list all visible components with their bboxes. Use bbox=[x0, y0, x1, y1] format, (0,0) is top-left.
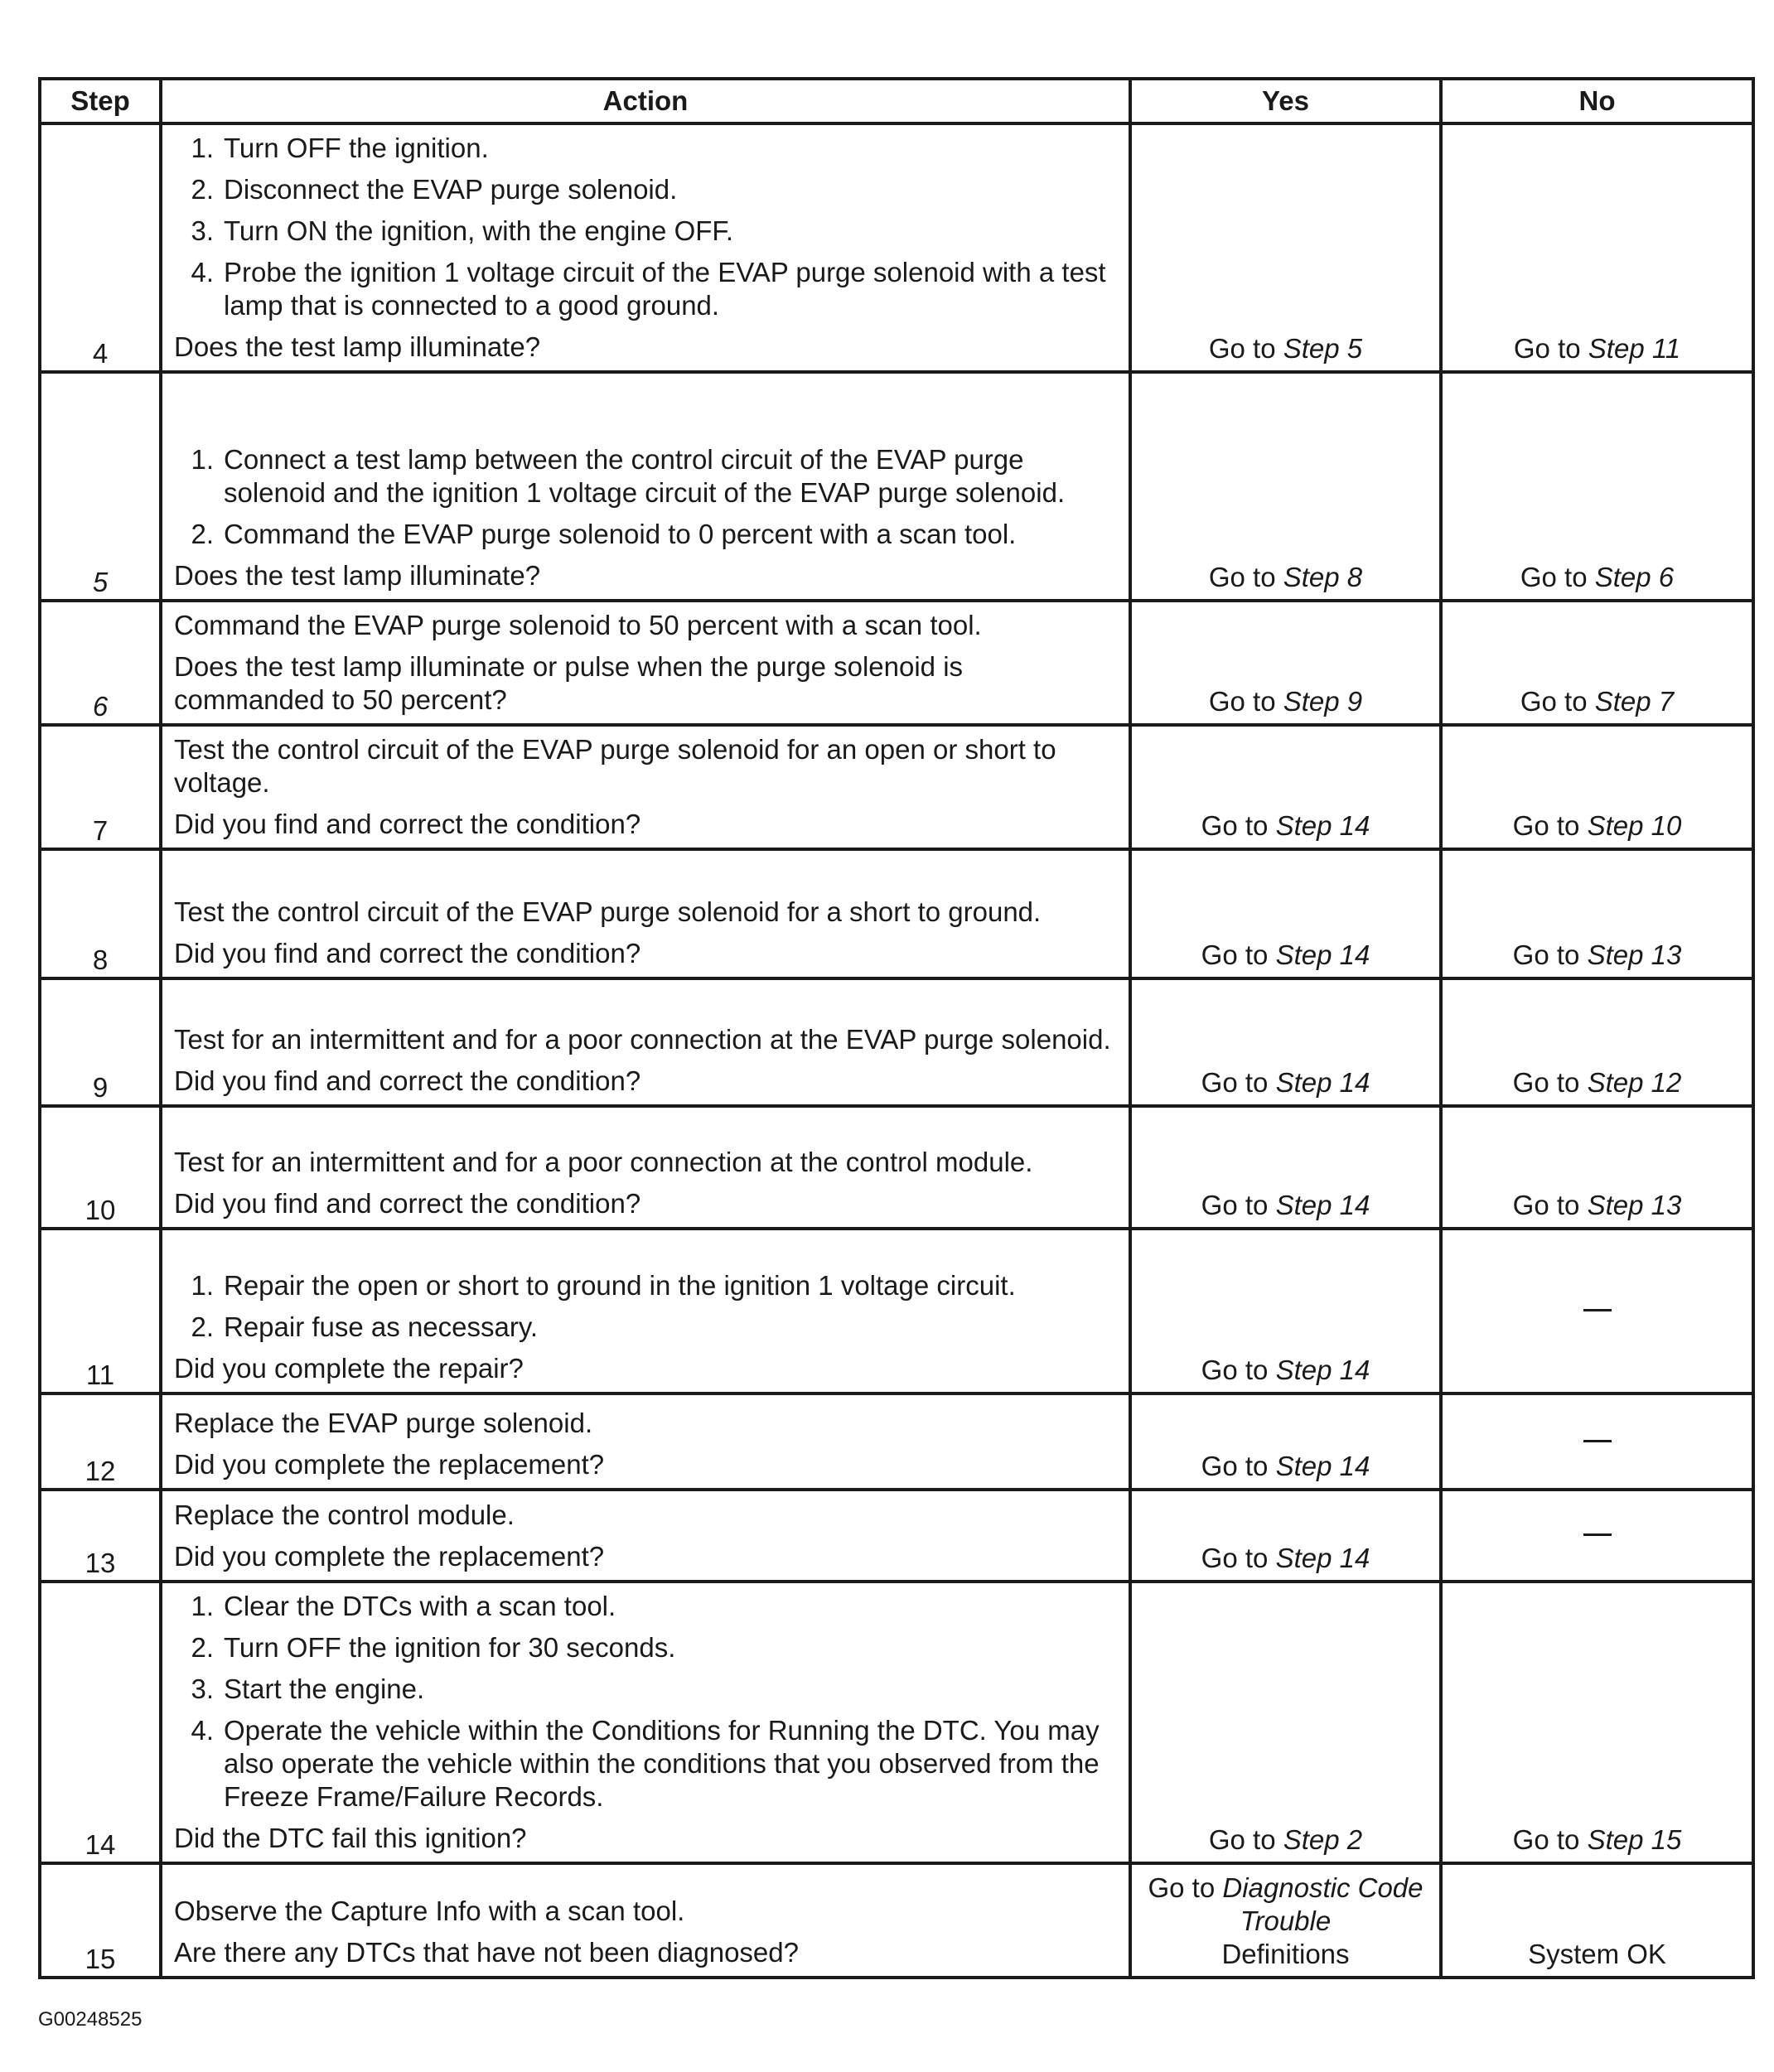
no-prefix: Go to bbox=[1512, 1824, 1580, 1855]
diagnostic-table bbox=[38, 77, 1755, 1979]
yes-target-link[interactable]: Step 14 bbox=[1275, 1543, 1370, 1573]
no-prefix: Go to bbox=[1512, 1067, 1580, 1098]
step-number: 12 bbox=[40, 1393, 161, 1490]
no-target-link[interactable]: Step 15 bbox=[1587, 1824, 1682, 1855]
yes-target-link[interactable]: Step 14 bbox=[1275, 1355, 1370, 1385]
no-cell bbox=[1441, 1229, 1753, 1393]
no-result-text: System OK bbox=[1528, 1939, 1666, 1969]
yes-cell bbox=[1130, 1863, 1441, 1978]
header-yes: Yes bbox=[1130, 79, 1441, 123]
action-list-item bbox=[174, 1311, 1117, 1344]
yes-suffix: Definitions bbox=[1221, 1939, 1350, 1969]
yes-cell bbox=[1130, 849, 1441, 978]
action-cell bbox=[161, 1490, 1130, 1582]
yes-prefix: Go to bbox=[1201, 1067, 1269, 1098]
action-cell bbox=[161, 1106, 1130, 1229]
yes-cell bbox=[1130, 1490, 1441, 1582]
list-item-text: Turn OFF the ignition. bbox=[224, 133, 489, 163]
action-cell bbox=[161, 849, 1130, 978]
no-prefix: Go to bbox=[1512, 939, 1580, 970]
no-target-link[interactable]: Step 12 bbox=[1587, 1067, 1682, 1098]
table-header-row bbox=[40, 79, 1753, 123]
step-number: 15 bbox=[40, 1863, 161, 1978]
yes-target-link[interactable]: Step 14 bbox=[1275, 810, 1370, 841]
table-row bbox=[40, 601, 1753, 725]
no-cell bbox=[1441, 1582, 1753, 1863]
table-row bbox=[40, 1229, 1753, 1393]
not-applicable-dash bbox=[1583, 1533, 1612, 1536]
list-item-number: 1. bbox=[191, 444, 214, 475]
not-applicable-dash bbox=[1583, 1309, 1612, 1311]
no-target-link[interactable]: Step 11 bbox=[1588, 333, 1681, 364]
step-number: 11 bbox=[40, 1229, 161, 1393]
action-list-item bbox=[174, 215, 1117, 248]
list-item-number: 2. bbox=[191, 1311, 214, 1342]
action-question: Does the test lamp illuminate? bbox=[174, 560, 541, 591]
no-cell bbox=[1441, 123, 1753, 372]
action-text: Command the EVAP purge solenoid to 50 percent with a scan tool. bbox=[174, 610, 982, 640]
list-item-number: 2. bbox=[191, 1632, 214, 1663]
no-prefix: Go to bbox=[1512, 1190, 1580, 1220]
table-row bbox=[40, 1393, 1753, 1490]
no-cell bbox=[1441, 849, 1753, 978]
yes-prefix: Go to bbox=[1208, 333, 1276, 364]
yes-target-link[interactable]: Step 14 bbox=[1275, 1067, 1370, 1098]
header-no: No bbox=[1441, 79, 1753, 123]
list-item-number: 1. bbox=[191, 1591, 214, 1621]
action-question: Did you complete the replacement? bbox=[174, 1449, 605, 1480]
list-item-text: Repair the open or short to ground in the ignition 1 voltage circuit. bbox=[224, 1270, 1016, 1301]
no-cell bbox=[1441, 725, 1753, 849]
action-list-item bbox=[174, 173, 1117, 206]
header-action: Action bbox=[161, 79, 1130, 123]
list-item-text: Probe the ignition 1 voltage circuit of the EVAP purge solenoid with a test lamp that is connected to a good ground. bbox=[224, 257, 1106, 321]
action-cell bbox=[161, 1393, 1130, 1490]
yes-prefix: Go to bbox=[1208, 562, 1276, 592]
action-question: Are there any DTCs that have not been diagnosed? bbox=[174, 1937, 799, 1968]
yes-target-link[interactable]: Step 9 bbox=[1283, 686, 1363, 717]
yes-cell bbox=[1130, 372, 1441, 601]
no-cell bbox=[1441, 1490, 1753, 1582]
list-item-text: Turn OFF the ignition for 30 seconds. bbox=[224, 1632, 676, 1663]
table-row bbox=[40, 1106, 1753, 1229]
action-question: Did you find and correct the condition? bbox=[174, 809, 641, 839]
list-item-number: 4. bbox=[191, 1715, 214, 1746]
action-text: Replace the EVAP purge solenoid. bbox=[174, 1408, 593, 1438]
yes-cell bbox=[1130, 123, 1441, 372]
action-question: Did you complete the replacement? bbox=[174, 1541, 605, 1572]
action-list-item bbox=[174, 132, 1117, 165]
no-prefix: Go to bbox=[1520, 686, 1588, 717]
not-applicable-dash bbox=[1583, 1440, 1612, 1442]
action-text: Test the control circuit of the EVAP purge solenoid for a short to ground. bbox=[174, 896, 1042, 927]
list-item-number: 3. bbox=[191, 215, 214, 246]
list-item-text: Command the EVAP purge solenoid to 0 percent with a scan tool. bbox=[224, 519, 1017, 549]
step-number: 10 bbox=[40, 1106, 161, 1229]
yes-target-link[interactable]: Step 2 bbox=[1283, 1824, 1363, 1855]
action-question: Does the test lamp illuminate or pulse when the purge solenoid is commanded to 50 percent? bbox=[174, 651, 964, 715]
yes-prefix: Go to bbox=[1201, 1543, 1269, 1573]
action-cell bbox=[161, 978, 1130, 1106]
step-number: 6 bbox=[40, 601, 161, 725]
table-row bbox=[40, 372, 1753, 601]
table-row bbox=[40, 1863, 1753, 1978]
table-row bbox=[40, 849, 1753, 978]
yes-prefix: Go to bbox=[1208, 686, 1276, 717]
table-row bbox=[40, 123, 1753, 372]
no-cell bbox=[1441, 978, 1753, 1106]
action-list-item bbox=[174, 1269, 1117, 1302]
header-step: Step bbox=[40, 79, 161, 123]
action-text: Test the control circuit of the EVAP purge solenoid for an open or short to voltage. bbox=[174, 734, 1056, 798]
figure-id: G00248525 bbox=[38, 2008, 143, 2031]
no-cell bbox=[1441, 1393, 1753, 1490]
no-cell bbox=[1441, 372, 1753, 601]
step-number: 14 bbox=[40, 1582, 161, 1863]
action-list-item bbox=[174, 256, 1117, 322]
action-list-item bbox=[174, 1631, 1117, 1664]
no-cell bbox=[1441, 1863, 1753, 1978]
yes-target-link[interactable]: Diagnostic Code Trouble bbox=[1222, 1872, 1424, 1936]
yes-prefix: Go to bbox=[1208, 1824, 1276, 1855]
action-question: Did you complete the repair? bbox=[174, 1353, 524, 1384]
yes-prefix: Go to bbox=[1201, 810, 1269, 841]
diagnostic-document bbox=[38, 77, 1752, 1979]
table-row bbox=[40, 1582, 1753, 1863]
no-target-link[interactable]: Step 6 bbox=[1594, 562, 1675, 592]
table-row bbox=[40, 725, 1753, 849]
step-number: 7 bbox=[40, 725, 161, 849]
list-item-number: 4. bbox=[191, 257, 214, 287]
step-number: 8 bbox=[40, 849, 161, 978]
no-cell bbox=[1441, 601, 1753, 725]
action-cell bbox=[161, 1863, 1130, 1978]
no-target-link[interactable]: Step 13 bbox=[1587, 939, 1682, 970]
list-item-text: Operate the vehicle within the Conditions for Running the DTC. You may also operate the vehicle within the conditions that you observed from the Freeze Frame/Failure Records. bbox=[224, 1715, 1100, 1812]
action-text: Test for an intermittent and for a poor connection at the EVAP purge solenoid. bbox=[174, 1024, 1111, 1055]
action-text: Observe the Capture Info with a scan tool. bbox=[174, 1896, 685, 1926]
yes-target-link[interactable]: Step 14 bbox=[1275, 939, 1370, 970]
yes-prefix: Go to bbox=[1148, 1872, 1216, 1903]
no-cell bbox=[1441, 1106, 1753, 1229]
list-item-text: Start the engine. bbox=[224, 1674, 425, 1704]
yes-cell bbox=[1130, 1229, 1441, 1393]
list-item-number: 1. bbox=[191, 1270, 214, 1301]
yes-target-link[interactable]: Step 14 bbox=[1275, 1451, 1370, 1481]
yes-target-link[interactable]: Step 14 bbox=[1275, 1190, 1370, 1220]
yes-cell bbox=[1130, 1582, 1441, 1863]
yes-target-link[interactable]: Step 8 bbox=[1283, 562, 1363, 592]
table-row bbox=[40, 1490, 1753, 1582]
action-list-item bbox=[174, 518, 1117, 551]
yes-cell bbox=[1130, 601, 1441, 725]
action-cell bbox=[161, 725, 1130, 849]
yes-prefix: Go to bbox=[1201, 1190, 1269, 1220]
action-question: Did the DTC fail this ignition? bbox=[174, 1823, 527, 1853]
no-target-link[interactable]: Step 10 bbox=[1587, 810, 1682, 841]
yes-cell bbox=[1130, 725, 1441, 849]
no-prefix: Go to bbox=[1520, 562, 1588, 592]
list-item-text: Turn ON the ignition, with the engine OFF. bbox=[224, 215, 734, 246]
action-list-item bbox=[174, 443, 1117, 510]
action-question: Does the test lamp illuminate? bbox=[174, 331, 541, 362]
yes-prefix: Go to bbox=[1201, 1451, 1269, 1481]
action-cell bbox=[161, 372, 1130, 601]
step-number: 13 bbox=[40, 1490, 161, 1582]
yes-cell bbox=[1130, 1106, 1441, 1229]
action-list-item bbox=[174, 1590, 1117, 1623]
list-item-number: 2. bbox=[191, 174, 214, 205]
list-item-number: 1. bbox=[191, 133, 214, 163]
list-item-number: 2. bbox=[191, 519, 214, 549]
action-cell bbox=[161, 601, 1130, 725]
yes-prefix: Go to bbox=[1201, 1355, 1269, 1385]
no-prefix: Go to bbox=[1513, 333, 1581, 364]
list-item-number: 3. bbox=[191, 1674, 214, 1704]
action-cell bbox=[161, 1582, 1130, 1863]
yes-cell bbox=[1130, 1393, 1441, 1490]
list-item-text: Clear the DTCs with a scan tool. bbox=[224, 1591, 616, 1621]
step-number: 5 bbox=[40, 372, 161, 601]
action-list-item bbox=[174, 1714, 1117, 1814]
step-number: 4 bbox=[40, 123, 161, 372]
table-row bbox=[40, 978, 1753, 1106]
no-target-link[interactable]: Step 13 bbox=[1587, 1190, 1682, 1220]
action-question: Did you find and correct the condition? bbox=[174, 1065, 641, 1096]
yes-prefix: Go to bbox=[1201, 939, 1269, 970]
action-list-item bbox=[174, 1673, 1117, 1706]
no-prefix: Go to bbox=[1512, 810, 1580, 841]
action-cell bbox=[161, 123, 1130, 372]
action-question: Did you find and correct the condition? bbox=[174, 1188, 641, 1219]
list-item-text: Repair fuse as necessary. bbox=[224, 1311, 539, 1342]
action-text: Replace the control module. bbox=[174, 1500, 515, 1530]
step-number: 9 bbox=[40, 978, 161, 1106]
action-question: Did you find and correct the condition? bbox=[174, 938, 641, 968]
no-target-link[interactable]: Step 7 bbox=[1594, 686, 1675, 717]
yes-cell bbox=[1130, 978, 1441, 1106]
action-text: Test for an intermittent and for a poor connection at the control module. bbox=[174, 1147, 1033, 1177]
action-cell bbox=[161, 1229, 1130, 1393]
yes-target-link[interactable]: Step 5 bbox=[1283, 333, 1363, 364]
list-item-text: Disconnect the EVAP purge solenoid. bbox=[224, 174, 678, 205]
list-item-text: Connect a test lamp between the control circuit of the EVAP purge solenoid and the ignition 1 voltage circuit of the EVAP purge solenoid. bbox=[224, 444, 1066, 508]
